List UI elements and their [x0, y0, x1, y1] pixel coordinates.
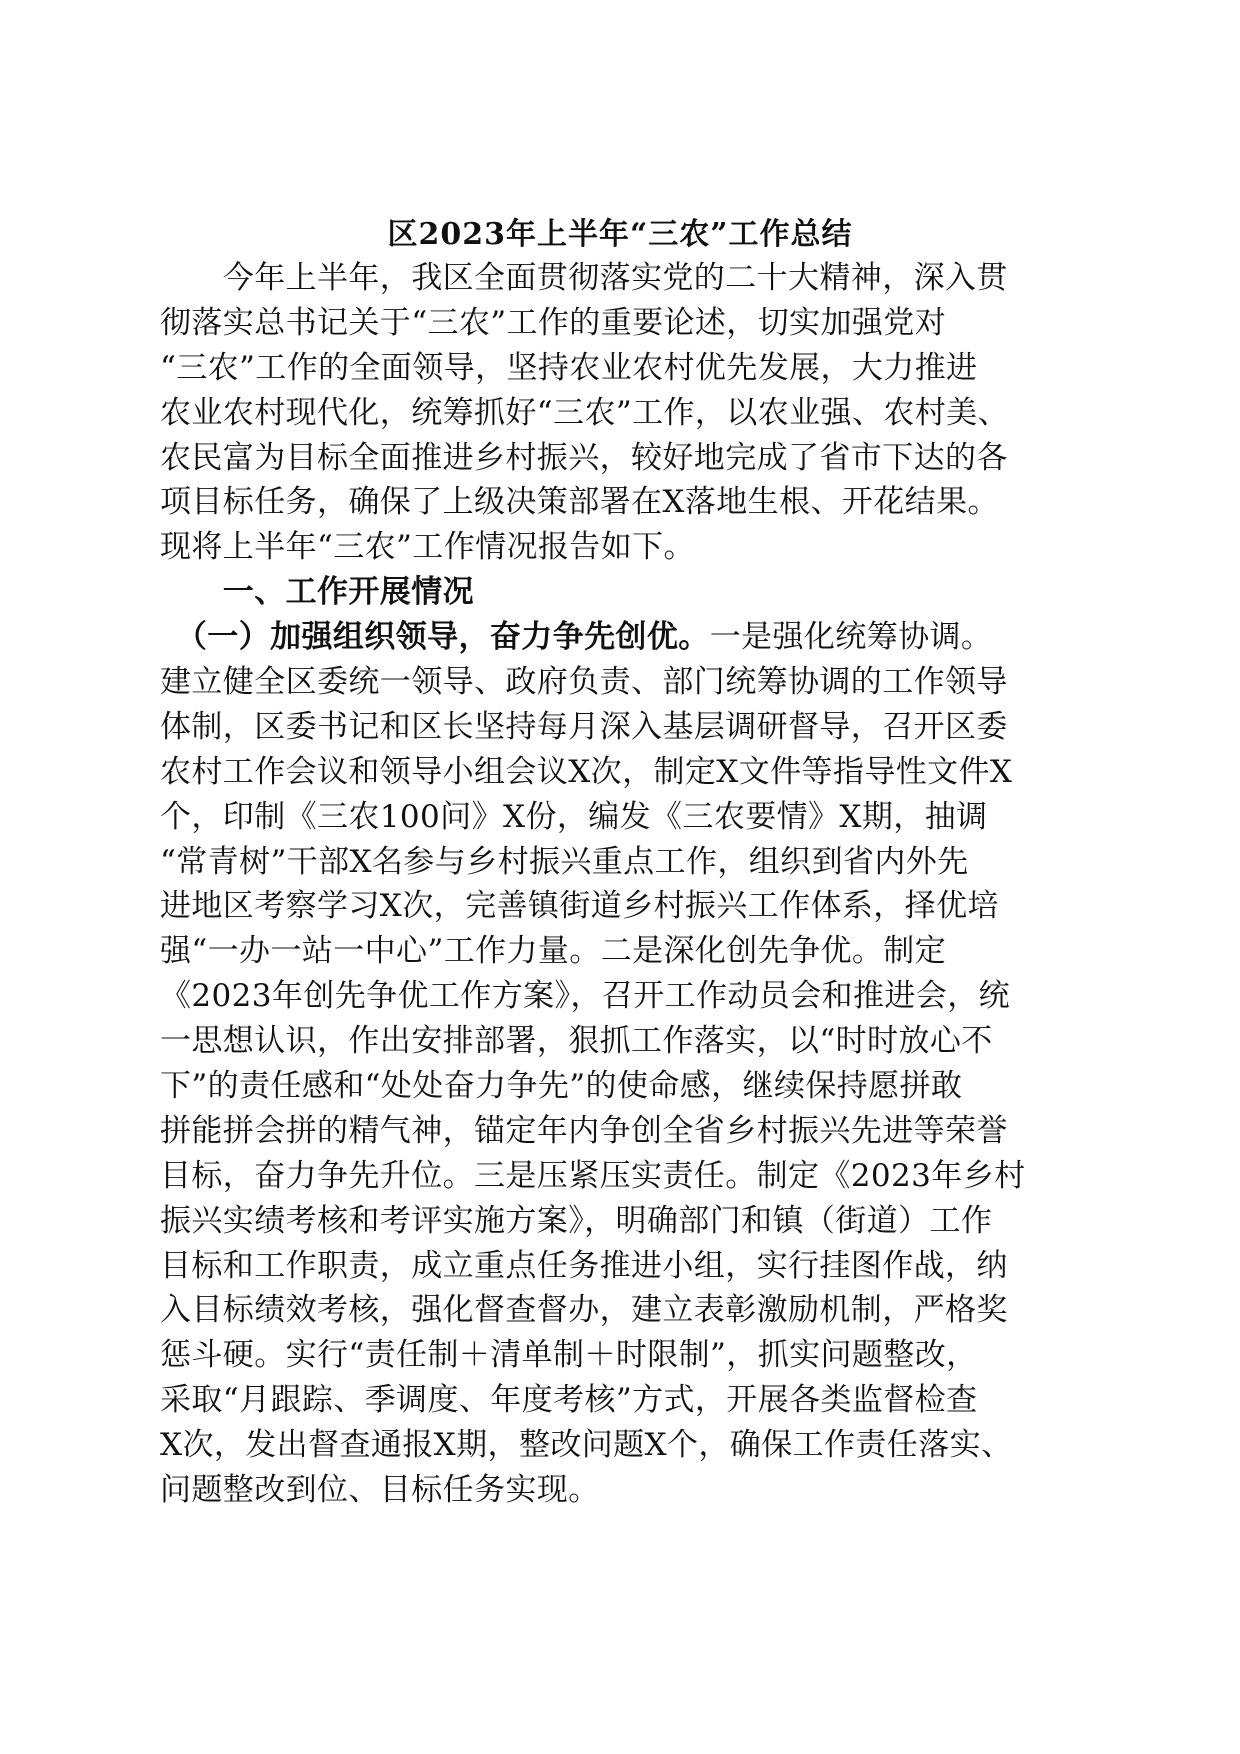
intro-line: 彻落实总书记关于“三农”工作的重要论述，切实加强党对 [160, 304, 947, 341]
body-line: 一思想认识，作出安排部署，狠抓工作落实，以“时时放心不 [160, 1023, 993, 1060]
body-line: 目标和工作职责，成立重点任务推进小组，实行挂图作战，纳 [160, 1247, 1008, 1284]
intro-line: 今年上半年，我区全面贯彻落实党的二十大精神，深入贯 [160, 260, 1008, 296]
body-line: “常青树”干部X名参与乡村振兴重点工作，组织到省内外先 [160, 843, 969, 880]
intro-line: 农业农村现代化，统筹抓好“三农”工作，以农业强、农村美、 [160, 394, 1009, 431]
body-line: 建立健全区委统一领导、政府负责、部门统筹协调的工作领导 [160, 664, 1008, 701]
body-line: 问题整改到位、目标任务实现。 [160, 1472, 600, 1509]
intro-line: 项目标任务，确保了上级决策部署在X落地生根、开花结果。 [160, 484, 999, 521]
body-line: 《2023年创先争优工作方案》，召开工作动员会和推进会，统 [160, 978, 1010, 1015]
body-line: 个，印制《三农100问》X份，编发《三农要情》X期，抽调 [160, 798, 988, 835]
document-body [160, 214, 1080, 1513]
body-line: 体制，区委书记和区长坚持每月深入基层调研督导，召开区委 [160, 708, 1008, 745]
section-heading: 一、工作开展情况 [160, 574, 474, 611]
body-line: 进地区考察学习X次，完善镇街道乡村振兴工作体系，择优培 [160, 888, 999, 925]
body-line: 下”的责任感和“处处奋力争先”的使命感，继续保持愿拼敢 [160, 1068, 963, 1105]
intro-line: 现将上半年“三农”工作情况报告如下。 [160, 529, 695, 566]
body-line: 振兴实绩考核和考评实施方案》，明确部门和镇（街道）工作 [160, 1202, 993, 1239]
body-line: 拼能拼会拼的精气神，锚定年内争创全省乡村振兴先进等荣誉 [160, 1112, 1008, 1149]
body-line: X次，发出督查通报X期，整改问题X个，确保工作责任落实、 [160, 1427, 1013, 1464]
body-line: 农村工作会议和领导小组会议X次，制定X文件等指导性文件X [160, 753, 1013, 790]
body-line: 目标，奋力争先升位。三是压紧压实责任。制定《2023年乡村 [160, 1157, 1026, 1194]
body-line: 强“一办一站一中心”工作力量。二是深化创先争优。制定 [160, 933, 947, 970]
subsection-first-line-text: 一是强化统筹协调。 [709, 619, 993, 656]
body-line: 采取“月跟踪、季调度、年度考核”方式，开展各类监督检查 [160, 1382, 978, 1419]
body-line: 惩斗硬。实行“责任制＋清单制＋时限制”，抓实问题整改， [160, 1337, 978, 1374]
intro-line: “三农”工作的全面领导，坚持农业农村优先发展，大力推进 [160, 349, 978, 386]
subsection-heading: （一）加强组织领导，奋力争先创优。 [160, 619, 710, 656]
intro-line: 农民富为目标全面推进乡村振兴，较好地完成了省市下达的各 [160, 439, 1008, 476]
subsection-paragraph [160, 615, 1080, 1513]
intro-paragraph [160, 256, 1080, 570]
document-title: 区2023年上半年“三农”工作总结 [387, 217, 853, 252]
body-line: 入目标绩效考核，强化督查督办，建立表彰激励机制，严格奖 [160, 1292, 1008, 1329]
subsection-first-line [160, 615, 1080, 660]
